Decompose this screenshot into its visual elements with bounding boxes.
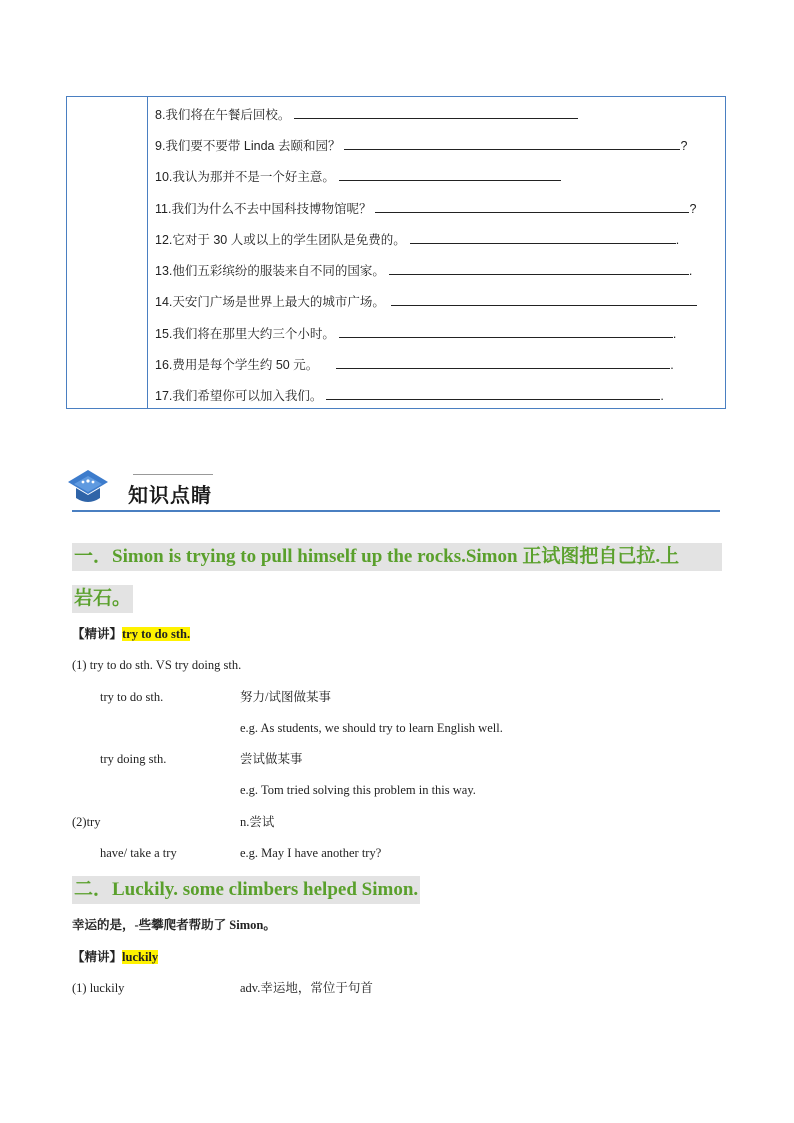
- point-2: (2)try: [72, 815, 101, 829]
- example-row3: e.g. May I have another try?: [240, 846, 382, 860]
- answer-blank[interactable]: [344, 136, 680, 150]
- exercise-end: .: [660, 389, 664, 403]
- graduation-cap-icon: [66, 466, 110, 506]
- exercise-line: [155, 105, 578, 123]
- answer-blank[interactable]: [410, 230, 676, 244]
- point-1-meaning: adv.幸运地，常位于句首: [240, 981, 373, 995]
- answer-blank[interactable]: [375, 199, 689, 213]
- exercise-end: .: [675, 233, 680, 247]
- exercise-end: ?: [689, 202, 697, 216]
- exercise-line: [155, 167, 561, 185]
- exercise-table: [66, 96, 726, 409]
- example-row2: e.g. Tom tried solving this problem in this way.: [240, 783, 476, 797]
- jingjiang-term: try to do sth.: [122, 627, 191, 641]
- section2-heading: 二．Luckily. some climbers helped Simon.: [72, 876, 420, 904]
- jingjiang-label: 【精讲】: [72, 627, 123, 641]
- point-2-meaning: n.尝试: [240, 815, 275, 829]
- exercise-end: ?: [680, 139, 688, 153]
- exercise-prompt: 11.我们为什么不去中国科技博物馆呢？: [155, 202, 372, 216]
- exercise-line: [155, 386, 664, 404]
- meaning-row1: 努力/试图做某事: [240, 690, 331, 704]
- point-1: (1) try to do sth. VS try doing sth.: [72, 658, 242, 672]
- exercise-end: .: [670, 358, 674, 372]
- exercise-prompt: 12.它对于 30 人或以上的学生团队是免费的。: [155, 233, 406, 247]
- jingjiang-term: luckily: [122, 950, 159, 964]
- exercise-prompt: 14.天安门广场是世界上最大的城市广场。: [155, 295, 385, 309]
- exercise-prompt: 8.我们将在午餐后回校。: [155, 108, 291, 122]
- title-overline: [133, 474, 213, 475]
- term-row1: try to do sth.: [100, 690, 164, 704]
- table-column-divider: [147, 97, 148, 408]
- exercise-line: [155, 261, 692, 279]
- exercise-line: [155, 324, 676, 342]
- point-1: (1) luckily: [72, 981, 125, 995]
- exercise-prompt: 15.我们将在那里大约三个小时。: [155, 327, 335, 341]
- exercise-prompt: 13.他们五彩缤纷的服装来自不同的国家。: [155, 264, 385, 278]
- exercise-end: .: [672, 327, 677, 341]
- answer-blank[interactable]: [294, 105, 578, 119]
- answer-blank[interactable]: [339, 167, 561, 181]
- example-row1: e.g. As students, we should try to learn English well.: [240, 721, 503, 735]
- exercise-line: [155, 292, 697, 310]
- section-title: 知识点睛: [128, 483, 212, 507]
- jingjiang-label: 【精讲】: [72, 950, 123, 964]
- title-underline: [72, 510, 720, 512]
- section1-heading: 一．Simon is trying to pull himself up the rocks.Simon 正试图把自己拉.上: [72, 543, 722, 571]
- section2-translation: 幸运的是，-些攀爬者帮助了 Simon。: [72, 918, 276, 932]
- exercise-line: [155, 230, 679, 248]
- exercise-end: .: [688, 264, 693, 278]
- section1-heading-cont: 岩石。: [72, 585, 133, 613]
- exercise-prompt: 16.费用是每个学生约 50 元。: [155, 358, 319, 372]
- exercise-prompt: 17.我们希望你可以加入我们。: [155, 389, 323, 403]
- answer-blank[interactable]: [391, 292, 697, 306]
- term-row3: have/ take a try: [100, 846, 177, 860]
- answer-blank[interactable]: [336, 355, 670, 369]
- exercise-prompt: 10.我认为那并不是一个好主意。: [155, 170, 335, 184]
- exercise-prompt: 9.我们要不要带 Linda 去颐和园？: [155, 139, 341, 153]
- jingjiang-line: [72, 626, 190, 642]
- answer-blank[interactable]: [389, 261, 689, 275]
- answer-blank[interactable]: [326, 386, 660, 400]
- exercise-line: [155, 136, 687, 154]
- exercise-line: [155, 199, 696, 217]
- term-row2: try doing sth.: [100, 752, 167, 766]
- answer-blank[interactable]: [339, 324, 673, 338]
- meaning-row2: 尝试做某事: [240, 752, 303, 766]
- jingjiang-line: [72, 949, 158, 965]
- exercise-line: [155, 355, 674, 373]
